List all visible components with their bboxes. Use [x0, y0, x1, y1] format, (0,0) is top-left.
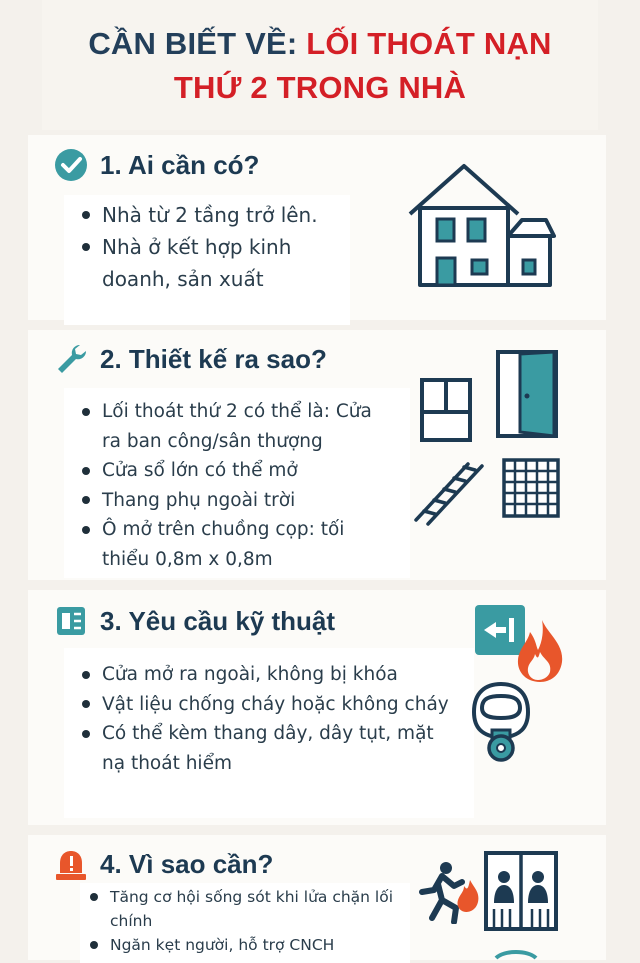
people-behind-bars-icon	[484, 851, 558, 931]
section-why	[28, 835, 606, 960]
check-circle-icon	[54, 148, 88, 182]
door-panel-icon	[54, 604, 88, 638]
section-heading-text: 1. Ai cần có?	[100, 149, 260, 180]
section-technical	[28, 590, 606, 825]
section-heading	[54, 847, 273, 881]
list-item: Cửa mở ra ngoài, không bị khóa	[80, 660, 456, 690]
title-highlight-2: THỨ 2 TRONG NHÀ	[173, 70, 467, 105]
section-heading-text: 2. Thiết kế ra sao?	[100, 343, 327, 374]
gas-mask-icon	[468, 682, 534, 762]
wrench-icon	[54, 342, 88, 376]
title-prefix: CẦN BIẾT VỀ:	[88, 26, 298, 61]
section-text-box	[64, 195, 350, 325]
list-item: Tăng cơ hội sống sót khi lửa chặn lối chính	[88, 885, 406, 933]
shield-icon	[494, 946, 538, 960]
grille-icon	[502, 458, 560, 518]
list-item: Lối thoát thứ 2 có thể là: Cửa ra ban công/sân thượng	[80, 397, 396, 456]
section-heading-text: 3. Yêu cầu kỹ thuật	[100, 605, 336, 636]
section-heading	[54, 342, 327, 376]
list-item: Nhà ở kết hợp kinh doanh, sản xuất	[80, 231, 330, 295]
open-door-icon	[496, 350, 560, 438]
title-line-1	[42, 26, 598, 62]
section-design	[28, 330, 606, 580]
section-text-box	[64, 648, 474, 818]
section-heading-text: 4. Vì sao cần?	[100, 848, 274, 879]
fire-icon	[514, 618, 566, 684]
list-item: Thang phụ ngoài trời	[80, 486, 396, 516]
section-heading	[54, 148, 259, 182]
title-block	[42, 0, 598, 130]
list-item: Ô mở trên chuồng cọp: tối thiểu 0,8m x 0,8m	[80, 515, 396, 574]
section-who-needs	[28, 135, 606, 320]
ladder-icon	[414, 460, 484, 526]
list-item: Vật liệu chống cháy hoặc không cháy	[80, 690, 456, 720]
title-highlight-1: LỐI THOÁT NẠN	[306, 26, 552, 61]
list-item: Nhà từ 2 tầng trở lên.	[80, 199, 330, 231]
list-item: Cửa sổ lớn có thể mở	[80, 456, 396, 486]
section-text-box	[64, 388, 410, 578]
list-item: Ngăn kẹt người, hỗ trợ CNCH	[88, 933, 406, 957]
section-text-box	[80, 883, 410, 963]
alarm-light-icon	[54, 847, 88, 881]
list-item: Có thể kèm thang dây, dây tụt, mặt nạ thoát hiểm	[80, 719, 456, 778]
section-heading	[54, 604, 335, 638]
house-icon	[406, 162, 556, 287]
window-icon	[420, 378, 472, 442]
running-person-fire-icon	[412, 860, 482, 924]
